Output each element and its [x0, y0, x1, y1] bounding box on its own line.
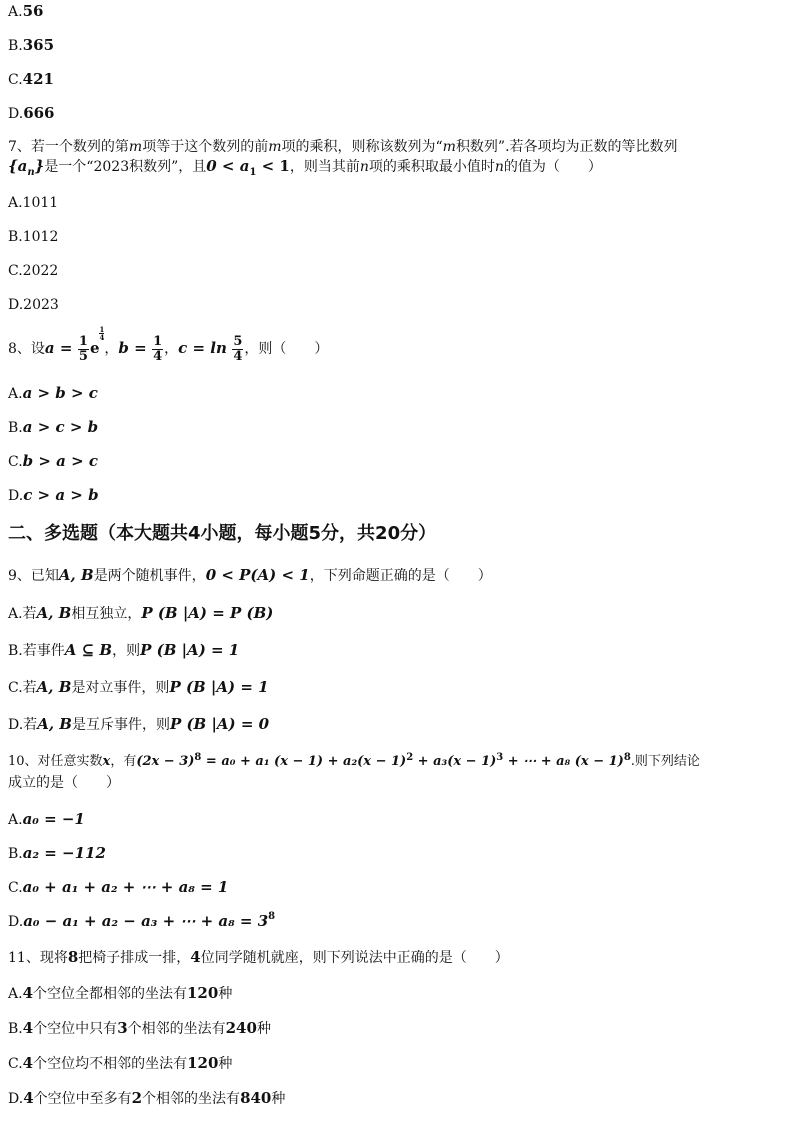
q7-option-c: C.2022: [8, 263, 59, 279]
q8-option-a: A.a > b > c: [8, 384, 98, 402]
q7-option-b: B.1012: [8, 229, 59, 245]
q6-option-d: D.666: [8, 104, 55, 122]
q6-option-a: A.56: [8, 2, 44, 20]
q10-option-d: D.a₀ − a₁ + a₂ − a₃ + ⋯ + $a_8 = 3^8$: [8, 911, 276, 930]
q7-stem-line2: $\{a_n\}$是一个“2023积数列”，且$0 < a_1 < 1$，则当其前n项的乘积取最小值时n的值为（ ）: [8, 157, 602, 178]
q6-option-b: B.365: [8, 36, 55, 54]
q10-option-b: B.a₂ = −112: [8, 844, 106, 862]
q11-option-c: C.4个空位均不相邻的坐法有120种: [8, 1054, 233, 1072]
q10-stem-line2: 成立的是（ ）: [8, 775, 120, 791]
q6-option-c: C.421: [8, 70, 54, 88]
q8-stem: 8、设a = $\frac{1}{5}$ e $\frac{1}{4}$，b = $\frac{1}{4}$ ，c = ln $\frac{5}{4}$ ，则（ ）: [8, 325, 329, 364]
exponent-fraction: $\frac{1}{4}$: [99, 325, 105, 342]
q9-option-b: B.若事件A ⊆ B，则P (B |A) = 1: [8, 641, 240, 659]
q8-option-c: C.b > a > c: [8, 452, 99, 470]
q11-stem: 11、现将8把椅子排成一排，4位同学随机就座，则下列说法中正确的是（ ）: [8, 948, 509, 966]
q7-option-a: A.1011: [8, 195, 59, 211]
q9-option-d: D.若A, B是互斥事件，则P (B |A) = 0: [8, 715, 270, 733]
fraction-5-4: $\frac{5}{4}$: [233, 333, 243, 364]
q7-option-d: D.2023: [8, 297, 59, 313]
q11-option-b: B.4个空位中只有3个相邻的坐法有240种: [8, 1019, 271, 1037]
q11-option-a: A.4个空位全都相邻的坐法有120种: [8, 984, 233, 1002]
q9-option-a: A.若A, B相互独立，P (B |A) = P (B): [8, 604, 274, 622]
q10-option-a: A.a₀ = −1: [8, 810, 85, 828]
fraction-1-5: $\frac{1}{5}$: [78, 333, 88, 364]
q9-stem: 9、已知A, B是两个随机事件，0 < P(A) < 1，下列命题正确的是（ ）: [8, 566, 492, 584]
q10-stem-line1: 10、对任意实数x，有$(2x - 3)^8 = a_0 + a_1$ $(x - 1) + a_2(x - 1)^2 + a_3(x - 1)^3$ + ⋯ + a₈ $(x - 1)^8$.则下列结论: [8, 752, 700, 769]
section-2-title: 二、多选题（本大题共4小题，每小题5分，共20分）: [8, 523, 437, 544]
q10-option-c: C.a₀ + a₁ + a₂ + ⋯ + a₈ = 1: [8, 878, 229, 896]
fraction-1-4: $\frac{1}{4}$: [153, 333, 163, 364]
q8-option-d: D.c > a > b: [8, 486, 99, 504]
q9-option-c: C.若A, B是对立事件，则P (B |A) = 1: [8, 678, 269, 696]
q7-stem-line1: 7、若一个数列的第m项等于这个数列的前m项的乘积，则称该数列为“m积数列”.若各项均为正数的等比数列: [8, 139, 678, 155]
q8-option-b: B.a > c > b: [8, 418, 99, 436]
q11-option-d: D.4个空位中至多有2个相邻的坐法有840种: [8, 1089, 286, 1107]
